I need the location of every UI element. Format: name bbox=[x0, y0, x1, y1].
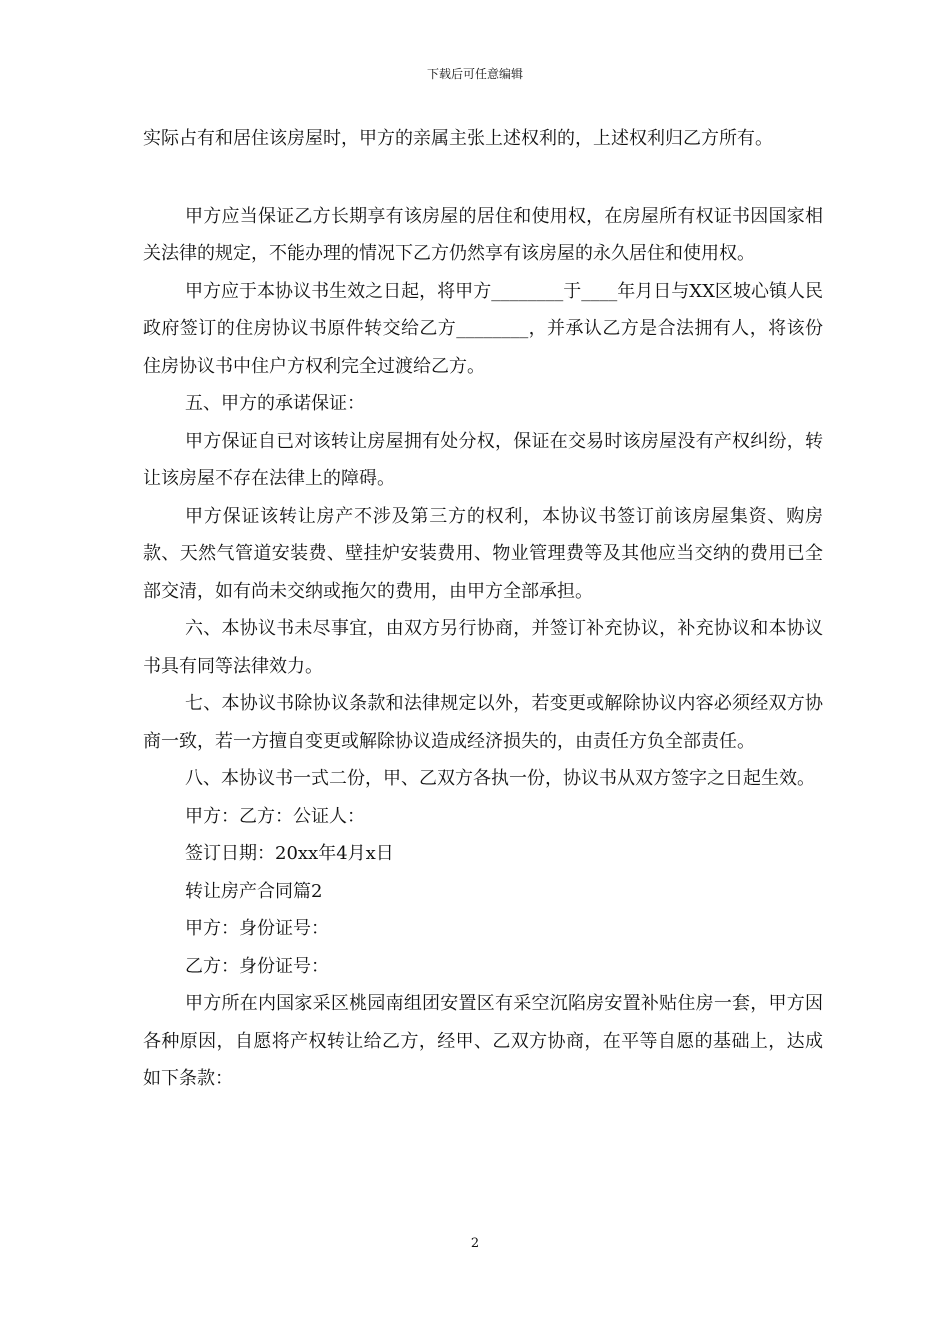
paragraph: 甲方保证该转让房产不涉及第三方的权利，本协议书签订前该房屋集资、购房款、天然气管道安装费、壁挂炉安装费用、物业管理费等及其他应当交纳的费用已全部交清，如有尚未交纳或拖欠的费用，由甲方全部承担。 bbox=[143, 505, 823, 602]
paragraph: 甲方应于本协议书生效之日起，将甲方________于____年月日与XX区坡心镇人民政府签订的住房协议书原件转交给乙方________，并承认乙方是合法拥有人，将该份住房协议书中住户方权利完全过渡给乙方。 bbox=[143, 280, 823, 377]
paragraph: 甲方应当保证乙方长期享有该房屋的居住和使用权，在房屋所有权证书因国家相关法律的规定，不能办理的情况下乙方仍然享有该房屋的永久居住和使用权。 bbox=[143, 205, 823, 264]
document-body bbox=[143, 120, 823, 1098]
paragraph-continued: 实际占有和居住该房屋时，甲方的亲属主张上述权利的，上述权利归乙方所有。 bbox=[143, 128, 773, 149]
signing-date: 签订日期：20xx年4月x日 bbox=[185, 843, 394, 864]
signature-line: 甲方：乙方：公证人： bbox=[185, 805, 365, 827]
contract-title-2: 转让房产合同篇2 bbox=[185, 880, 323, 902]
page-header: 下载后可任意编辑 bbox=[426, 67, 523, 81]
party-a-id: 甲方：身份证号： bbox=[185, 918, 329, 939]
clause-6: 六、本协议书未尽事宜，由双方另行协商，并签订补充协议，补充协议和本协议书具有同等法律效力。 bbox=[143, 618, 823, 677]
paragraph: 甲方保证自已对该转让房屋拥有处分权，保证在交易时该房屋没有产权纠纷，转让该房屋不存在法律上的障碍。 bbox=[143, 430, 823, 489]
paragraph: 甲方所在内国家采区桃园南组团安置区有采空沉陷房安置补贴住房一套，甲方因各种原因，自愿将产权转让给乙方，经甲、乙双方协商，在平等自愿的基础上，达成如下条款： bbox=[143, 993, 823, 1089]
paragraph-gap bbox=[143, 158, 823, 198]
clause-8: 八、本协议书一式二份，甲、乙双方各执一份，协议书从双方签字之日起生效。 bbox=[185, 768, 815, 789]
section-heading-5: 五、甲方的承诺保证： bbox=[185, 393, 365, 414]
party-b-id: 乙方：身份证号： bbox=[185, 955, 329, 977]
page-number: 2 bbox=[470, 1236, 480, 1251]
clause-7: 七、本协议书除协议条款和法律规定以外，若变更或解除协议内容必须经双方协商一致，若一方擅自变更或解除协议造成经济损失的，由责任方负全部责任。 bbox=[143, 693, 823, 752]
